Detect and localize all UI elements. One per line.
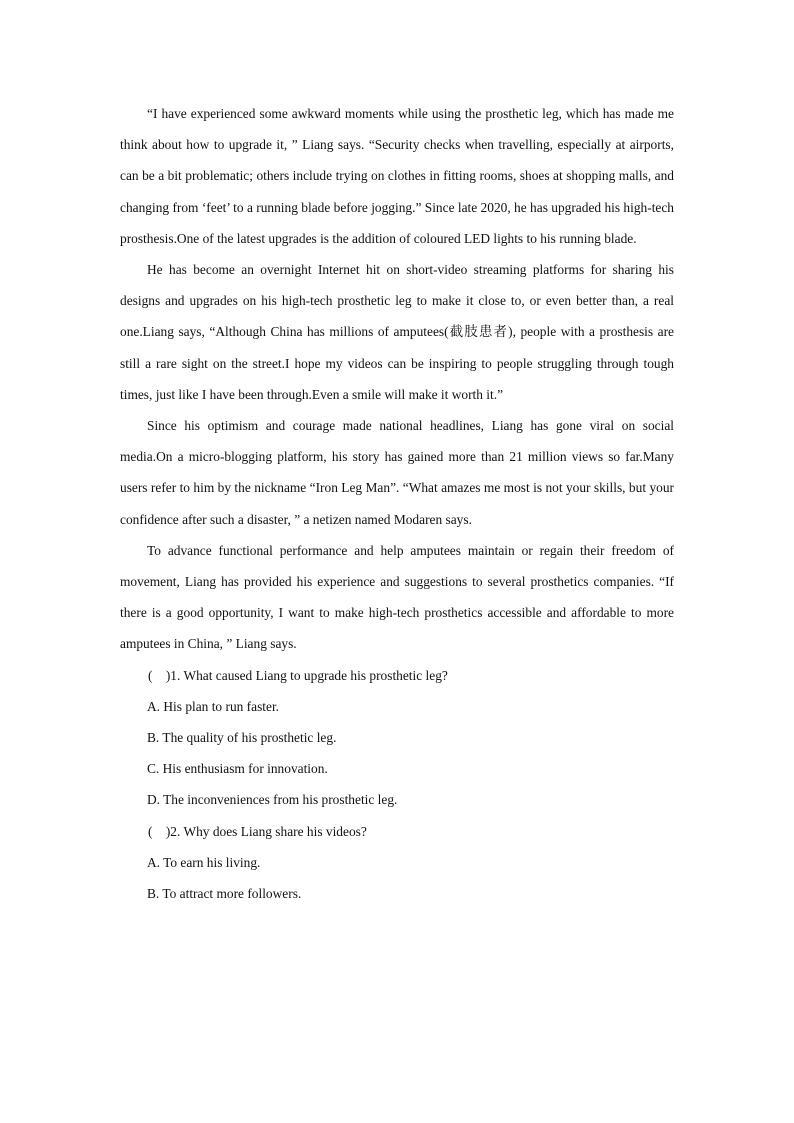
question-2-option-b: B. To attract more followers. (147, 886, 302, 902)
question-2-option-a: A. To earn his living. (147, 854, 261, 870)
question-2-stem: ( )2. Why does Liang share his videos? (148, 823, 367, 839)
document-page (120, 98, 674, 909)
question-1 (120, 660, 674, 816)
question-1-option-a: A. His plan to run faster. (147, 698, 280, 714)
passage-paragraph-4: To advance functional performance and help amputees maintain or regain their freedom of movement, Liang has provided his experience and suggestions to several prosthetics companies. “If there is a good opportunity, I want to make high-tech prosthetics accessible and affordable to more amputees in China, ” Liang says. (120, 542, 674, 652)
question-1-option-c: C. His enthusiasm for innovation. (147, 761, 328, 777)
passage-paragraph-3: Since his optimism and courage made national headlines, Liang has gone viral on social media.On a micro-blogging platform, his story has gained more than 21 million views so far.Many users refer to him by the nickname “Iron Leg Man”. “What amazes me most is not your skills, but your confidence after such a disaster, ” a netizen named Modaren says. (120, 418, 674, 527)
question-1-stem: ( )1. What caused Liang to upgrade his prosthetic leg? (148, 667, 448, 683)
question-1-option-d: D. The inconveniences from his prosthetic leg. (147, 792, 398, 808)
question-1-option-b: B. The quality of his prosthetic leg. (147, 730, 337, 746)
passage-paragraph-2: He has become an overnight Internet hit on short-video streaming platforms for sharing his designs and upgrades on his high-tech prosthetic leg to make it close to, or even better than, a real one.Liang says, “Although China has millions of amputees(截肢患者), people with a prosthesis are still a rare sight on the street.I hope my videos can be inspiring to people struggling through tough times, just like I have been through.Even a smile will make it worth it.” (120, 262, 674, 402)
passage-paragraph-1: “I have experienced some awkward moments while using the prosthetic leg, which has made me think about how to upgrade it, ” Liang says. “Security checks when travelling, especially at airports, can be a bit problematic; others include trying on clothes in fitting rooms, shoes at shopping malls, and changing from ‘feet’ to a running blade before jogging.” Since late 2020, he has upgraded his high-tech prosthesis.One of the latest upgrades is the addition of coloured LED lights to his running blade. (120, 106, 674, 246)
question-2 (120, 816, 674, 910)
